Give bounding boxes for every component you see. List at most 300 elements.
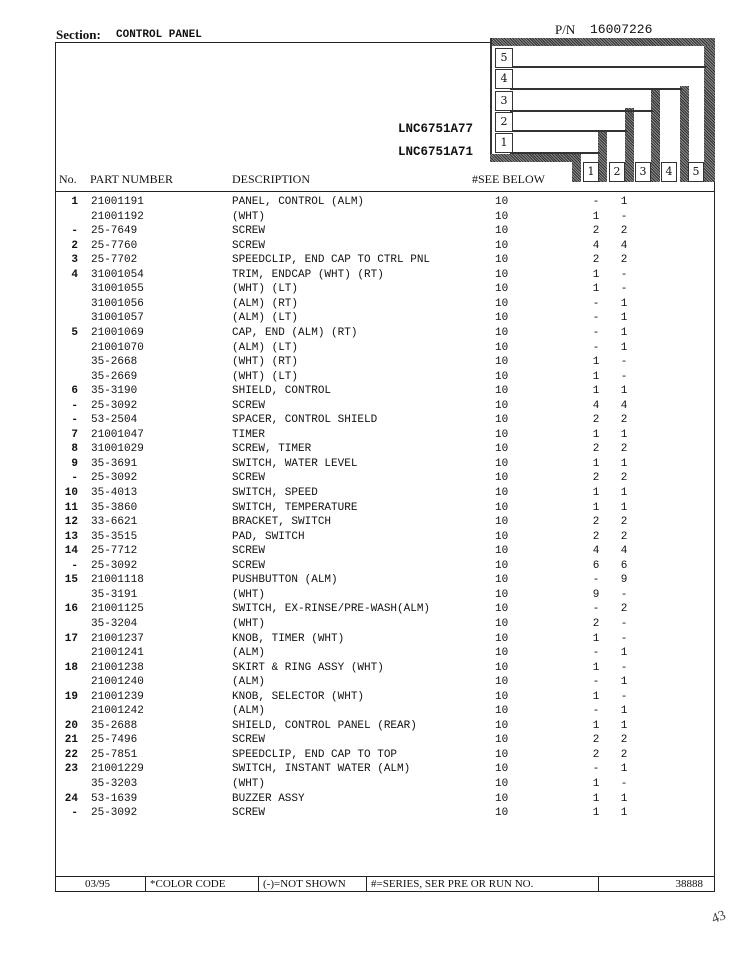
qty-col-1: 4 (592, 239, 600, 252)
col-header-3: 3 (635, 162, 651, 182)
see-below: 10 (495, 196, 509, 208)
table-row (0, 515, 750, 529)
see-below: 10 (495, 734, 509, 747)
col-header-no: No. (59, 172, 77, 186)
qty-col-2: 2 (620, 225, 628, 238)
col-header-see-below: #SEE BELOW (472, 172, 545, 186)
table-row (0, 355, 750, 369)
table-row (0, 530, 750, 544)
see-below: 10 (495, 545, 509, 558)
table-row (0, 297, 750, 311)
table-row (0, 195, 750, 209)
part-number: 31001055 (91, 283, 144, 296)
description: SPACER, CONTROL SHIELD (232, 414, 378, 427)
description: SCREW (232, 239, 266, 252)
see-below: 10 (495, 399, 509, 412)
see-below: 10 (495, 617, 509, 630)
description: SCREW (232, 545, 266, 558)
item-number: 6 (71, 385, 78, 398)
qty-col-2: 1 (620, 326, 628, 339)
qty-col-1: 1 (592, 501, 600, 514)
footer-not-shown: (-)=NOT SHOWN (258, 877, 366, 892)
qty-col-2: 1 (620, 487, 628, 499)
qty-col-1: 1 (592, 487, 600, 499)
model-box-5: 5 (495, 48, 513, 68)
see-below: 10 (495, 530, 509, 543)
qty-col-2: 1 (620, 428, 628, 441)
item-number: 9 (71, 457, 78, 470)
item-number: 13 (64, 530, 78, 543)
col-header-description: DESCRIPTION (232, 172, 311, 186)
qty-col-2: - (620, 661, 628, 674)
part-number: 25-7702 (91, 254, 138, 267)
part-number: 21001229 (91, 763, 144, 776)
see-below: 10 (495, 690, 509, 703)
part-number: 21001237 (91, 632, 144, 645)
qty-col-2: 1 (620, 719, 628, 732)
qty-col-2: - (620, 210, 628, 223)
part-number: 25-7851 (91, 748, 138, 761)
see-below: 10 (495, 559, 509, 572)
see-below: 10 (495, 239, 509, 252)
see-below: 10 (495, 254, 509, 267)
table-row (0, 544, 750, 558)
qty-col-1: - (592, 297, 600, 310)
qty-col-2: - (620, 283, 628, 296)
description: SCREW (232, 807, 266, 820)
see-below: 10 (495, 457, 509, 470)
qty-col-1: - (592, 196, 600, 208)
qty-col-2: 1 (620, 501, 628, 514)
table-row (0, 501, 750, 515)
see-below: 10 (495, 588, 509, 601)
part-number-value: 16007226 (590, 22, 653, 37)
table-row (0, 617, 750, 631)
part-number-label: P/N (555, 22, 576, 37)
part-number: 35-3204 (91, 617, 138, 630)
qty-col-2: 2 (620, 516, 628, 529)
description: SCREW (232, 225, 266, 238)
table-row (0, 748, 750, 762)
table-row (0, 719, 750, 733)
see-below: 10 (495, 443, 509, 456)
table-row (0, 486, 750, 500)
footer-doc-number: 38888 (598, 877, 715, 892)
description: PAD, SWITCH (232, 530, 305, 543)
model-number-a: LNC6751A77 (398, 122, 474, 136)
qty-col-2: 2 (620, 530, 628, 543)
part-number: 21001241 (91, 647, 144, 660)
item-number: 18 (64, 661, 78, 674)
qty-col-1: 2 (592, 225, 600, 238)
qty-col-1: 1 (592, 370, 600, 383)
col-header-5: 5 (688, 162, 704, 182)
table-row (0, 311, 750, 325)
item-number: - (71, 414, 78, 427)
header-divider (55, 191, 715, 192)
item-number: 12 (64, 516, 78, 529)
qty-col-1: - (592, 705, 600, 718)
qty-col-1: 2 (592, 516, 600, 529)
table-row (0, 282, 750, 296)
table-row (0, 428, 750, 442)
table-row (0, 806, 750, 820)
table-row (0, 253, 750, 267)
model-number-b: LNC6751A71 (398, 145, 474, 159)
qty-col-1: 2 (592, 748, 600, 761)
qty-col-2: 1 (620, 385, 628, 398)
item-number: - (71, 225, 78, 238)
part-number: 31001029 (91, 443, 144, 456)
qty-col-2: 2 (620, 414, 628, 427)
part-number: 25-3092 (91, 472, 138, 485)
part-number: 21001069 (91, 326, 144, 339)
qty-col-1: - (592, 341, 600, 354)
part-number: 35-3203 (91, 778, 138, 790)
qty-col-2: 1 (620, 196, 628, 208)
see-below: 10 (495, 516, 509, 529)
qty-col-1: 1 (592, 428, 600, 441)
model-box-3: 3 (495, 91, 513, 111)
part-number: 25-3092 (91, 807, 138, 820)
qty-col-2: 2 (620, 603, 628, 616)
description: SCREW (232, 559, 266, 572)
description: SPEEDCLIP, END CAP TO CTRL PNL (232, 254, 431, 267)
item-number: 22 (64, 748, 78, 761)
qty-col-1: 1 (592, 690, 600, 703)
see-below: 10 (495, 705, 509, 718)
description: TRIM, ENDCAP (WHT) (RT) (232, 268, 384, 281)
part-number: 35-3190 (91, 385, 138, 398)
qty-col-1: 6 (592, 559, 600, 572)
see-below: 10 (495, 225, 509, 238)
col3-bar (651, 88, 660, 182)
table-row (0, 457, 750, 471)
footer-series: #=SERIES, SER PRE OR RUN NO. (366, 877, 598, 892)
qty-col-1: - (592, 312, 600, 325)
table-row (0, 471, 750, 485)
description: (WHT) (232, 778, 266, 790)
qty-col-2: 1 (620, 792, 628, 805)
part-number: 35-2668 (91, 356, 138, 369)
item-number: 19 (64, 690, 78, 703)
see-below: 10 (495, 807, 509, 820)
qty-col-1: - (592, 603, 600, 616)
qty-col-2: 4 (620, 545, 628, 558)
description: SWITCH, TEMPERATURE (232, 501, 358, 514)
qty-col-2: 4 (620, 399, 628, 412)
part-number: 35-3691 (91, 457, 138, 470)
model-box-4: 4 (495, 69, 513, 89)
description: SCREW (232, 472, 266, 485)
see-below: 10 (495, 792, 509, 805)
item-number: 17 (64, 632, 78, 645)
description: SWITCH, INSTANT WATER (ALM) (232, 763, 411, 776)
qty-col-1: 1 (592, 807, 600, 820)
table-row (0, 733, 750, 747)
table-row (0, 602, 750, 616)
qty-col-2: 2 (620, 748, 628, 761)
item-number: 16 (64, 603, 78, 616)
qty-col-2: 2 (620, 734, 628, 747)
part-number: 31001057 (91, 312, 144, 325)
item-number: 24 (64, 792, 78, 805)
part-number: 35-2688 (91, 719, 138, 732)
table-row (0, 777, 750, 791)
see-below: 10 (495, 603, 509, 616)
item-number: 14 (64, 545, 78, 558)
see-below: 10 (495, 326, 509, 339)
table-row (0, 370, 750, 384)
item-number: 10 (64, 487, 78, 499)
description: CAP, END (ALM) (RT) (232, 326, 358, 339)
qty-col-2: 1 (620, 341, 628, 354)
table-row (0, 384, 750, 398)
qty-col-2: 4 (620, 239, 628, 252)
part-number: 25-7649 (91, 225, 138, 238)
dither-band-top (490, 38, 715, 46)
table-row (0, 588, 750, 602)
col-header-1: 1 (583, 162, 599, 182)
table-row (0, 704, 750, 718)
description: (WHT) (RT) (232, 356, 299, 369)
description: SCREW (232, 734, 266, 747)
description: SHIELD, CONTROL (232, 385, 332, 398)
col-header-2: 2 (609, 162, 625, 182)
item-number: - (71, 807, 78, 820)
see-below: 10 (495, 428, 509, 441)
see-below: 10 (495, 748, 509, 761)
table-row (0, 573, 750, 587)
table-row (0, 326, 750, 340)
table-row (0, 413, 750, 427)
part-number: 25-7496 (91, 734, 138, 747)
part-number: 33-6621 (91, 516, 138, 529)
qty-col-1: 4 (592, 545, 600, 558)
qty-col-2: 1 (620, 705, 628, 718)
description: (ALM) (RT) (232, 297, 299, 310)
table-row (0, 690, 750, 704)
part-number: 31001056 (91, 297, 144, 310)
description: SPEEDCLIP, END CAP TO TOP (232, 748, 398, 761)
description: SCREW (232, 399, 266, 412)
description: (WHT) (LT) (232, 283, 299, 296)
qty-col-1: - (592, 676, 600, 689)
qty-col-1: 1 (592, 268, 600, 281)
qty-col-1: 1 (592, 385, 600, 398)
qty-col-2: 1 (620, 457, 628, 470)
description: (ALM) (LT) (232, 341, 299, 354)
description: (WHT) (232, 588, 266, 601)
qty-col-2: - (620, 588, 628, 601)
item-number: 1 (71, 196, 78, 208)
col-header-part-number: PART NUMBER (90, 172, 173, 186)
part-number: 25-7760 (91, 239, 138, 252)
part-number: 35-4013 (91, 487, 138, 499)
qty-col-2: 1 (620, 676, 628, 689)
part-number: 31001054 (91, 268, 144, 281)
see-below: 10 (495, 647, 509, 660)
table-row (0, 442, 750, 456)
part-number: 35-2669 (91, 370, 138, 383)
see-below: 10 (495, 312, 509, 325)
table-row (0, 646, 750, 660)
see-below: 10 (495, 297, 509, 310)
description: SCREW, TIMER (232, 443, 312, 456)
description: (WHT) (LT) (232, 370, 299, 383)
footer-color-code: *COLOR CODE (145, 877, 258, 892)
margin-handwriting: 43 (709, 908, 728, 927)
item-number: 21 (64, 734, 78, 747)
item-number: - (71, 559, 78, 572)
see-below: 10 (495, 501, 509, 514)
item-number: 11 (64, 501, 78, 514)
qty-col-2: 2 (620, 472, 628, 485)
qty-col-1: 1 (592, 778, 600, 790)
qty-col-1: 2 (592, 443, 600, 456)
table-row (0, 762, 750, 776)
part-number: 25-7712 (91, 545, 138, 558)
see-below: 10 (495, 370, 509, 383)
see-below: 10 (495, 574, 509, 587)
table-row (0, 399, 750, 413)
qty-col-1: 1 (592, 457, 600, 470)
see-below: 10 (495, 268, 509, 281)
item-number: 3 (71, 254, 78, 267)
qty-col-1: 9 (592, 588, 600, 601)
see-below: 10 (495, 356, 509, 369)
qty-col-1: 1 (592, 661, 600, 674)
section-value: CONTROL PANEL (116, 29, 202, 41)
item-number: 5 (71, 326, 78, 339)
qty-col-1: 2 (592, 414, 600, 427)
see-below: 10 (495, 632, 509, 645)
table-row (0, 210, 750, 224)
col-header-4: 4 (661, 162, 677, 182)
qty-col-1: 1 (592, 632, 600, 645)
item-number: 20 (64, 719, 78, 732)
col2-bar (625, 108, 634, 182)
part-number: 21001192 (91, 210, 144, 223)
description: SWITCH, SPEED (232, 487, 318, 499)
qty-col-1: 1 (592, 283, 600, 296)
part-number: 21001240 (91, 676, 144, 689)
col1-bar (598, 130, 607, 182)
table-row (0, 224, 750, 238)
description: KNOB, TIMER (WHT) (232, 632, 345, 645)
qty-col-1: 1 (592, 210, 600, 223)
see-below: 10 (495, 719, 509, 732)
qty-col-1: 2 (592, 254, 600, 267)
part-number: 21001047 (91, 428, 144, 441)
qty-col-2: 1 (620, 807, 628, 820)
part-number: 21001238 (91, 661, 144, 674)
item-number: 15 (64, 574, 78, 587)
see-below: 10 (495, 676, 509, 689)
table-row (0, 268, 750, 282)
description: SWITCH, WATER LEVEL (232, 457, 358, 470)
part-number: 53-1639 (91, 792, 138, 805)
qty-col-2: 1 (620, 763, 628, 776)
table-row (0, 661, 750, 675)
model-box-1: 1 (495, 133, 513, 153)
qty-col-1: 2 (592, 472, 600, 485)
table-row (0, 675, 750, 689)
description: (ALM) (232, 647, 266, 660)
table-row (0, 792, 750, 806)
qty-col-2: - (620, 356, 628, 369)
description: SHIELD, CONTROL PANEL (REAR) (232, 719, 417, 732)
description: (WHT) (232, 210, 266, 223)
part-number: 25-3092 (91, 559, 138, 572)
qty-col-2: - (620, 690, 628, 703)
part-number: 21001242 (91, 705, 144, 718)
see-below: 10 (495, 341, 509, 354)
part-number: 21001125 (91, 603, 144, 616)
table-row (0, 239, 750, 253)
qty-col-2: - (620, 268, 628, 281)
description: (ALM) (LT) (232, 312, 299, 325)
model-box-2: 2 (495, 112, 513, 132)
part-number: 35-3191 (91, 588, 138, 601)
description: BRACKET, SWITCH (232, 516, 332, 529)
description: BUZZER ASSY (232, 792, 305, 805)
description: (WHT) (232, 617, 266, 630)
qty-col-2: 2 (620, 443, 628, 456)
description: (ALM) (232, 705, 266, 718)
see-below: 10 (495, 283, 509, 296)
see-below: 10 (495, 210, 509, 223)
see-below: 10 (495, 385, 509, 398)
qty-col-1: 2 (592, 617, 600, 630)
qty-col-1: 4 (592, 399, 600, 412)
qty-col-1: 2 (592, 734, 600, 747)
description: SKIRT & RING ASSY (WHT) (232, 661, 384, 674)
see-below: 10 (495, 661, 509, 674)
qty-col-1: - (592, 647, 600, 660)
see-below: 10 (495, 472, 509, 485)
qty-col-1: 1 (592, 792, 600, 805)
section-label: Section: (56, 27, 101, 42)
item-number: 8 (71, 443, 78, 456)
part-number: 21001118 (91, 574, 144, 587)
qty-col-2: - (620, 370, 628, 383)
qty-col-1: 1 (592, 356, 600, 369)
qty-col-2: - (620, 617, 628, 630)
description: TIMER (232, 428, 266, 441)
qty-col-2: 1 (620, 297, 628, 310)
see-below: 10 (495, 487, 509, 499)
part-number: 21001239 (91, 690, 144, 703)
part-number: 21001191 (91, 196, 144, 208)
description: KNOB, SELECTOR (WHT) (232, 690, 365, 703)
description: PANEL, CONTROL (ALM) (232, 196, 365, 208)
see-below: 10 (495, 763, 509, 776)
table-row (0, 559, 750, 573)
item-number: 23 (64, 763, 78, 776)
qty-col-1: - (592, 574, 600, 587)
item-number: 2 (71, 239, 78, 252)
description: (ALM) (232, 676, 266, 689)
qty-col-1: 1 (592, 719, 600, 732)
part-number: 25-3092 (91, 399, 138, 412)
part-number: 21001070 (91, 341, 144, 354)
qty-col-2: 2 (620, 254, 628, 267)
qty-col-2: 9 (620, 574, 628, 587)
see-below: 10 (495, 778, 509, 790)
qty-col-2: - (620, 778, 628, 790)
qty-col-2: 1 (620, 312, 628, 325)
